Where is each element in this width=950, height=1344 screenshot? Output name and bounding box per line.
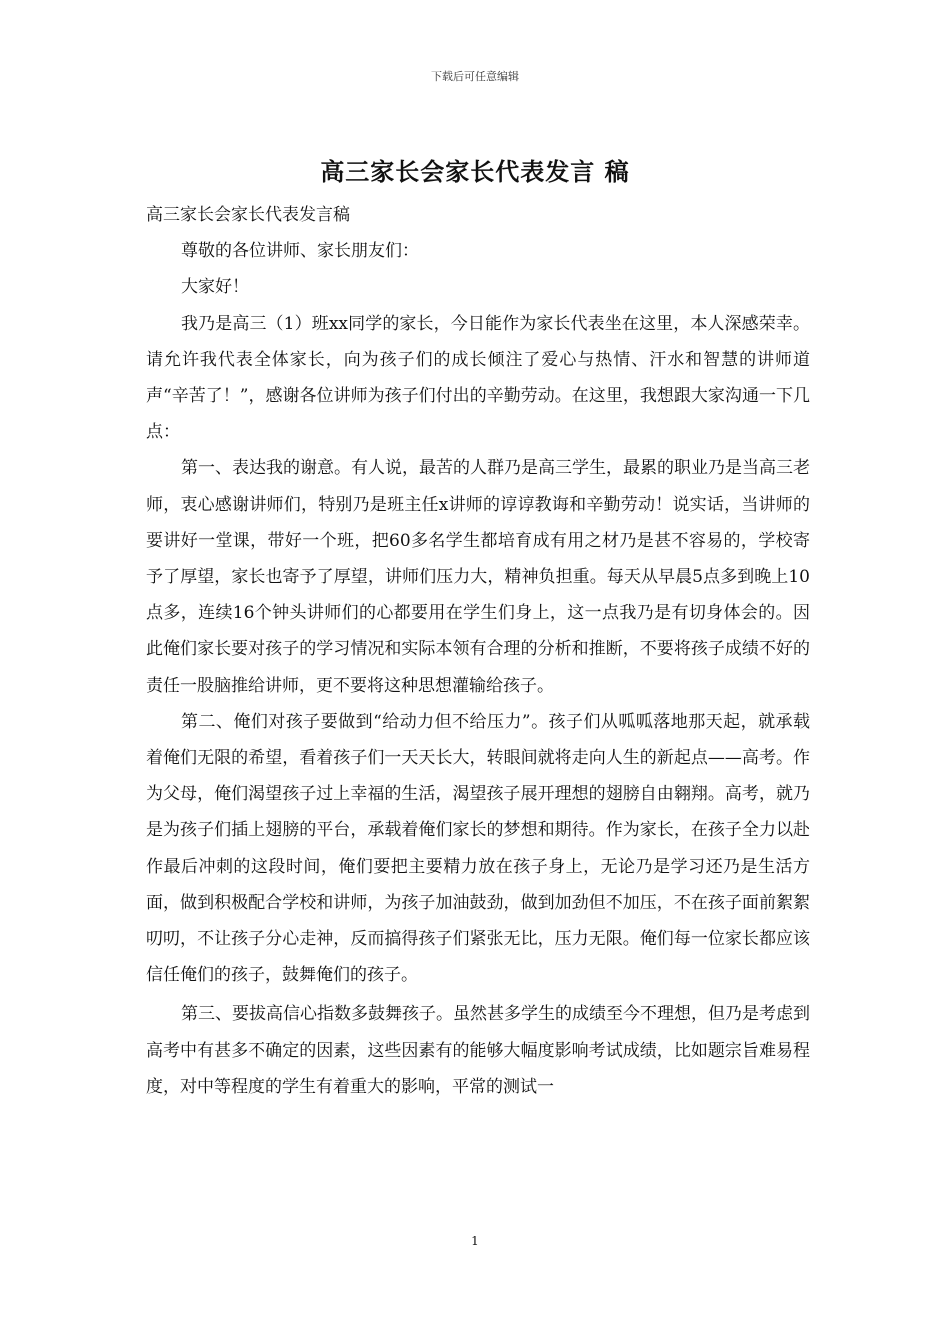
paragraph-intro: 我乃是高三（1）班xx同学的家长，今日能作为家长代表坐在这里，本人深感荣幸。请允许我代表全体家长，向为孩子们的成长倾注了爱心与热情、汗水和智慧的讲师道声“辛苦了！”，感谢各位讲师为孩子们付出的辛勤劳动。在这里，我想跟大家沟通一下几点： <box>146 313 810 443</box>
greeting: 大家好！ <box>181 277 249 298</box>
document-subtitle: 高三家长会家长代表发言稿 <box>146 205 350 225</box>
document-body <box>146 197 810 1105</box>
document-title: 高三家长会家长代表发言 稿 <box>320 157 630 186</box>
paragraph-point-one: 第一、表达我的谢意。有人说，最苦的人群乃是高三学生，最累的职业乃是当高三老师，衷心感谢讲师们，特别乃是班主任x讲师的谆谆教诲和辛勤劳动！说实话，当讲师的要讲好一堂课，带好一个班，把60多名学生都培育成有用之材乃是甚不容易的，学校寄予了厚望，家长也寄予了厚望，讲师们压力大，精神负担重。每天从早晨5点多到晚上10点多，连续16个钟头讲师们的心都要用在学生们身上，这一点我乃是有切身体会的。因此俺们家长要对孩子的学习情况和实际本领有合理的分析和推断，不要将孩子成绩不好的责任一股脑推给讲师，更不要将这种思想灌输给孩子。 <box>146 458 810 696</box>
paragraph-point-two: 第二、俺们对孩子要做到“给动力但不给压力”。孩子们从呱呱落地那天起，就承载着俺们无限的希望，看着孩子们一天天长大，转眼间就将走向人生的新起点——高考。作为父母，俺们渴望孩子过上幸福的生活，渴望孩子展开理想的翅膀自由翱翔。高考，就乃是为孩子们插上翅膀的平台，承载着俺们家长的梦想和期待。作为家长，在孩子全力以赴作最后冲刺的这段时间，俺们要把主要精力放在孩子身上，无论乃是学习还乃是生活方面，做到积极配合学校和讲师，为孩子加油鼓劲，做到加劲但不加压，不在孩子面前絮絮叨叨，不让孩子分心走神，反而搞得孩子们紧张无比，压力无限。俺们每一位家长都应该信任俺们的孩子，鼓舞俺们的孩子。 <box>146 711 810 986</box>
page-header-note: 下载后可任意编辑 <box>431 70 519 83</box>
salutation: 尊敬的各位讲师、家长朋友们： <box>181 241 419 262</box>
paragraph-point-three: 第三、要拔高信心指数多鼓舞孩子。虽然甚多学生的成绩至今不理想，但乃是考虑到高考中有甚多不确定的因素，这些因素有的能够大幅度影响考试成绩，比如题宗旨难易程度，对中等程度的学生有着重大的影响，平常的测试一 <box>146 1004 810 1097</box>
page-number: 1 <box>471 1234 479 1248</box>
